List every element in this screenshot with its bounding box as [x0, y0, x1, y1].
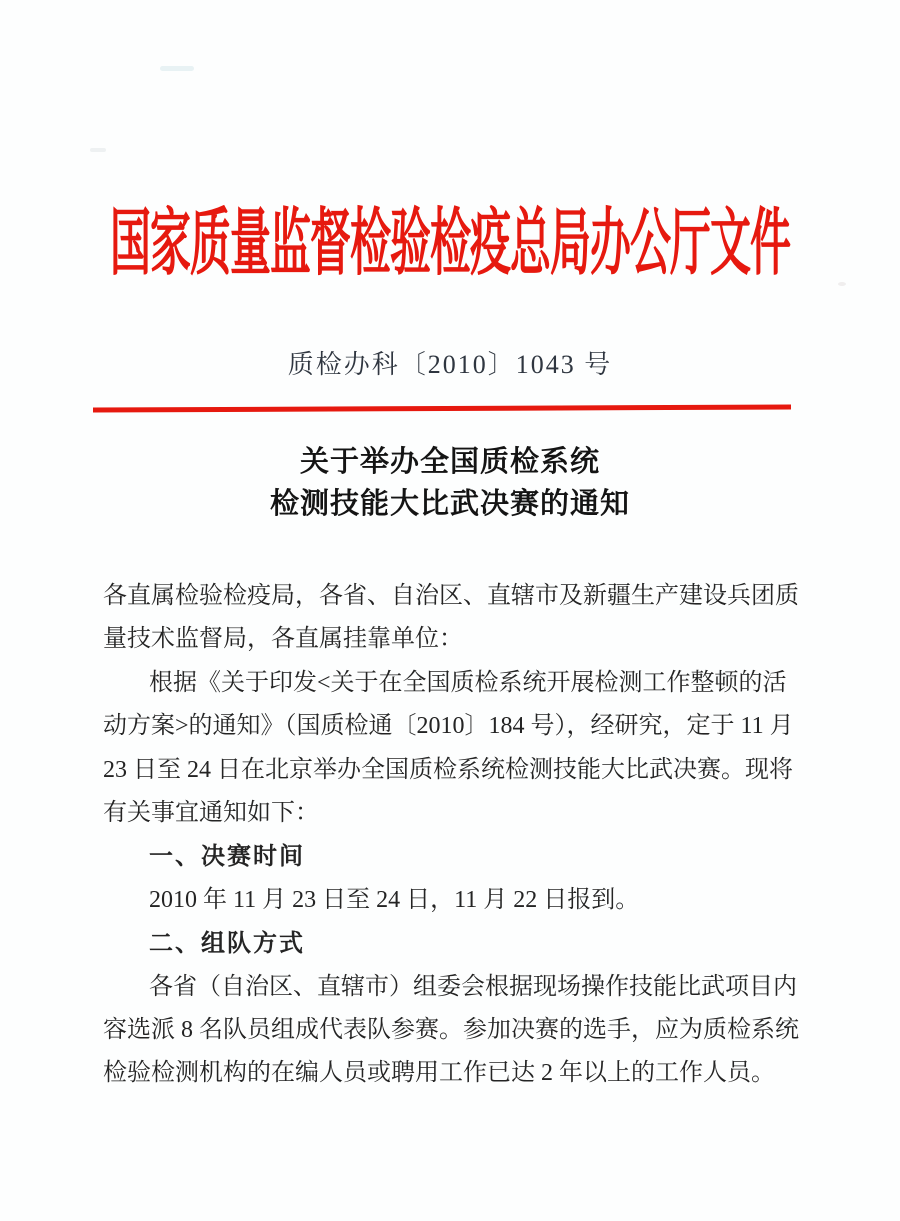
document-body [103, 575, 799, 1096]
body-line-intro-3: 23 日至 24 日在北京举办全国质检系统检测技能大比武决赛。现将 [103, 756, 793, 783]
body-line-section2-2: 容选派 8 名队员组成代表队参赛。参加决赛的选手，应为质检系统 [103, 1016, 799, 1043]
scan-artifact [90, 148, 106, 152]
body-line-section2-3: 检验检测机构的在编人员或聘用工作已达 2 年以上的工作人员。 [103, 1060, 775, 1087]
document-title-line2: 检测技能大比武决赛的通知 [269, 488, 630, 520]
body-line-section1-1: 2010 年 11 月 23 日至 24 日，11 月 22 日报到。 [149, 886, 640, 913]
agency-header: 国家质量监督检验检疫总局办公厅文件 [110, 201, 790, 284]
body-line-section2-1: 各省（自治区、直辖市）组委会根据现场操作技能比武项目内 [149, 973, 797, 1000]
section-heading-2: 二、组队方式 [149, 930, 305, 958]
document-title-line1: 关于举办全国质检系统 [299, 446, 600, 478]
body-line-salutation-2: 量技术监督局，各直属挂靠单位： [103, 626, 463, 653]
red-divider-line [93, 404, 791, 412]
section-heading-1: 一、决赛时间 [149, 843, 305, 871]
document-number: 质检办科〔2010〕1043 号 [287, 350, 613, 379]
body-line-intro-1: 根据《关于印发<关于在全国质检系统开展检测工作整顿的活 [149, 669, 787, 696]
body-line-salutation-1: 各直属检验检疫局，各省、自治区、直辖市及新疆生产建设兵团质 [103, 583, 799, 609]
body-line-intro-2: 动方案>的通知》（国质检通〔2010〕184 号），经研究，定于 11 月 [103, 713, 794, 740]
body-line-intro-4: 有关事宜通知如下： [103, 799, 319, 826]
scan-artifact [160, 66, 194, 71]
document-title [0, 441, 900, 525]
